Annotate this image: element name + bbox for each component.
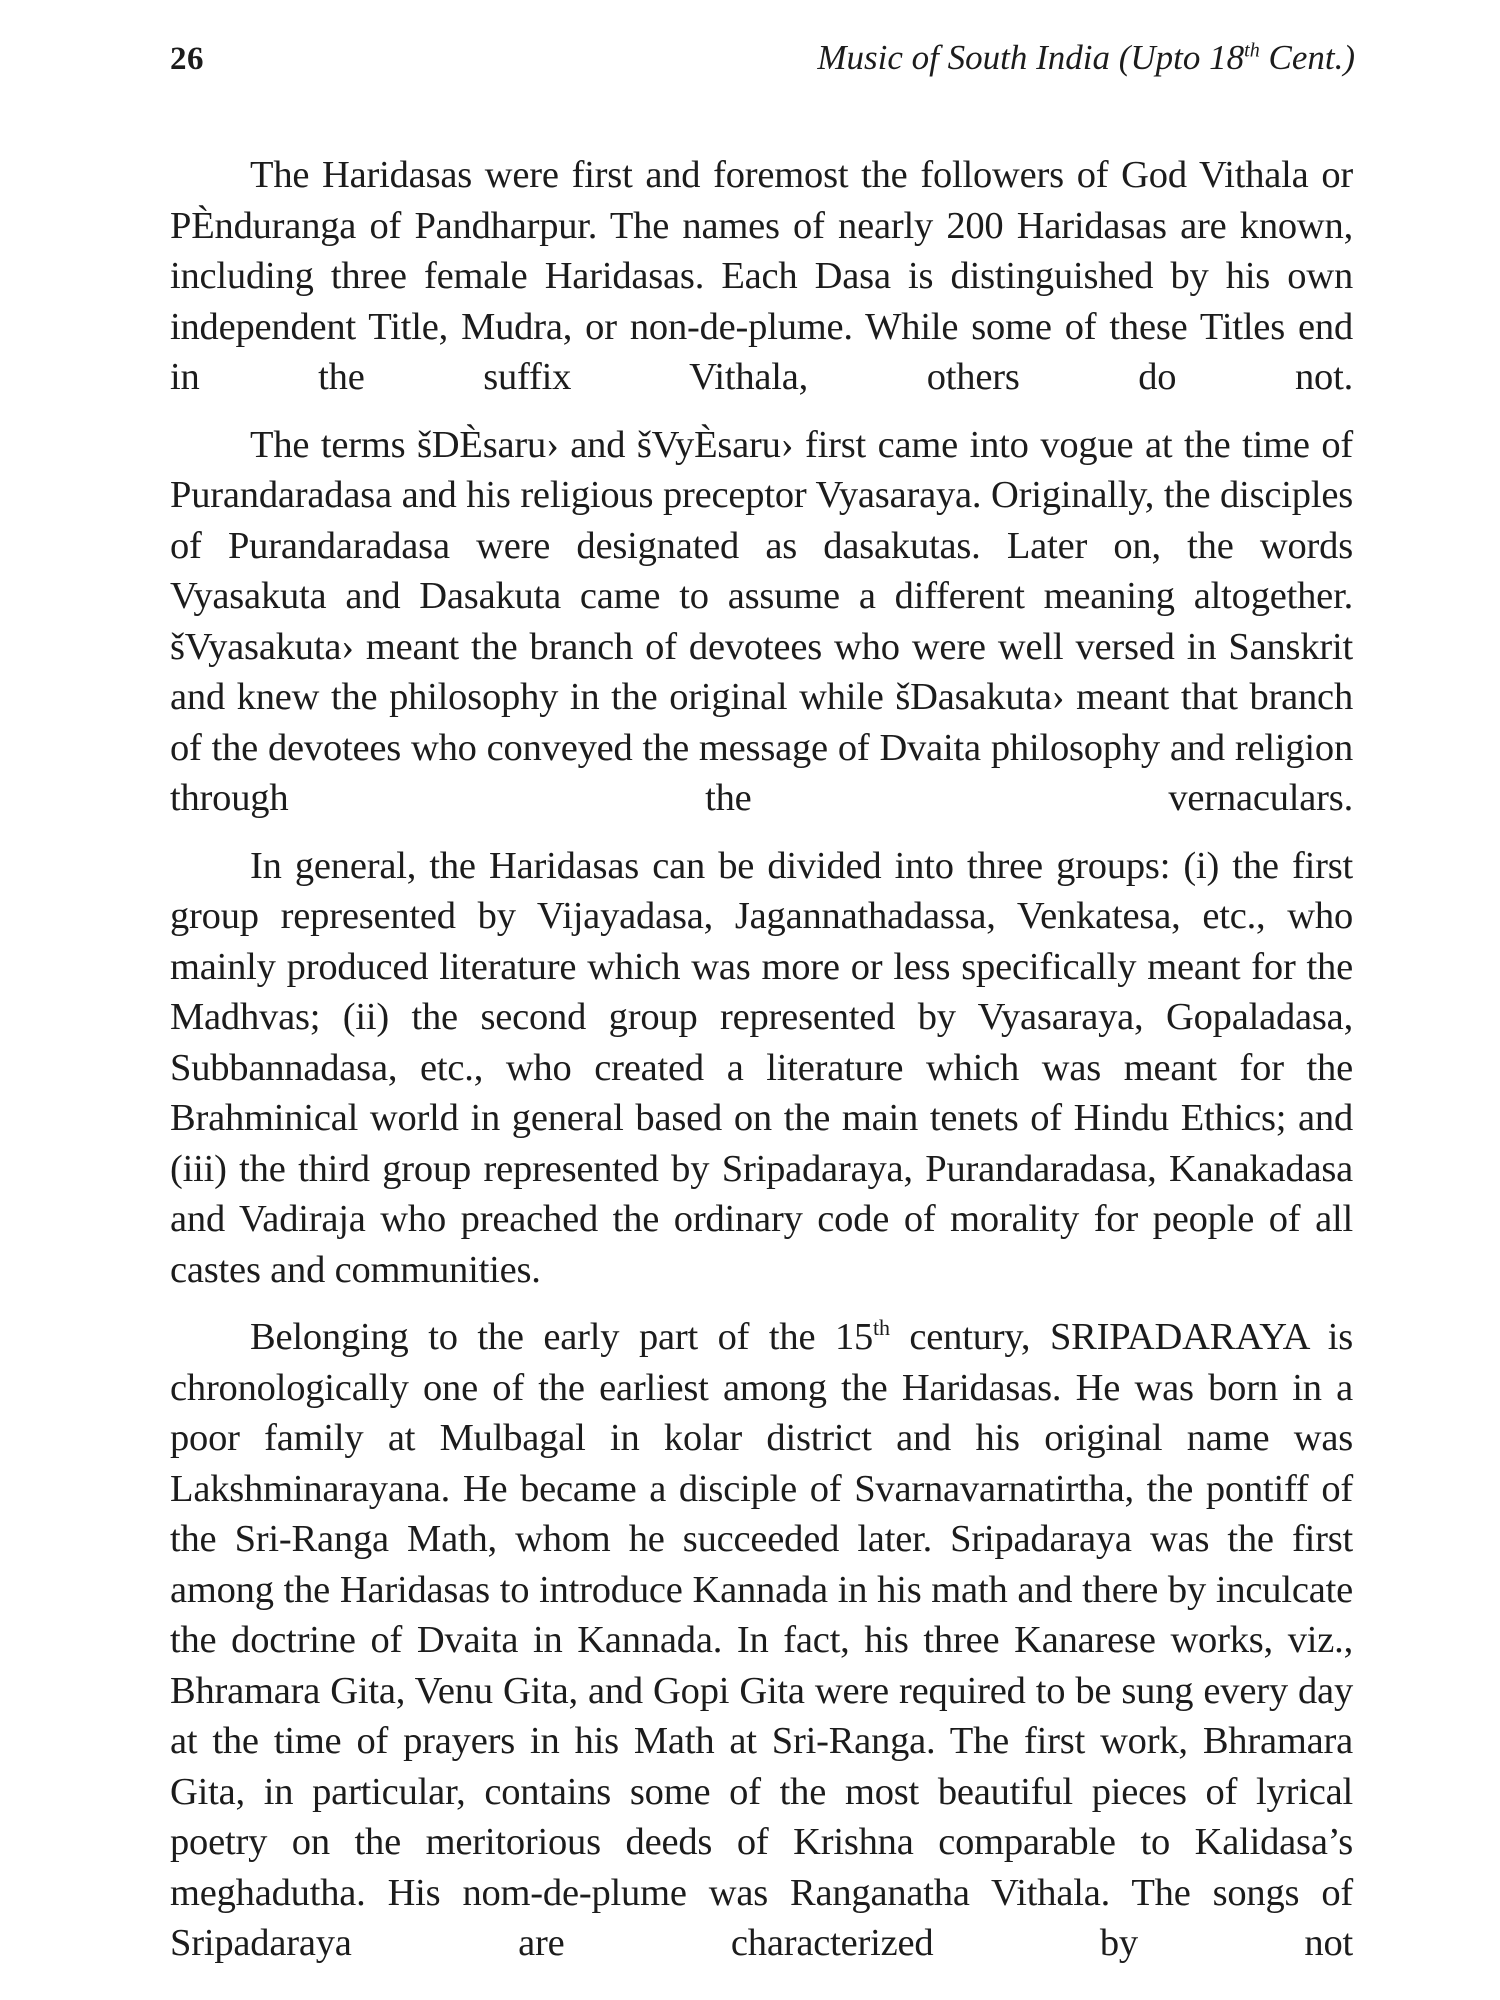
paragraph-three-groups: In general, the Haridasas can be divided into three groups: (i) the first group represented by Vijayadasa, Jagannathadassa, Venkatesa, etc., who mainly produced literature which was more or less specifically meant for the Madhvas; (ii) the second group represented by Vyasaraya, Gopaladasa, Subbannadasa, etc., who created a literature which was meant for the Brahminical world in general based on the main tenets of Hindu Ethics; and (iii) the third group represented by Sripadaraya, Purandaradasa, Kanakadasa and Vadiraja who preached the ordinary code of morality for people of all castes and communities. <box>170 844 1353 1291</box>
paragraph-dasaru-vyasaru-terms: The terms šDÈsaru› and šVyÈsaru› first came into vogue at the time of Purandaradasa and his religious preceptor Vyasaraya. Originally, the disciples of Purandaradasa were designated as dasakutas. Later on, the words Vyasakuta and Dasakuta came to assume a different meaning altogether. šVyasakuta› meant the branch of devotees who were well versed in Sanskrit and knew the philosophy in the original while šDasakuta› meant that branch of the devotees who conveyed the message of Dvaita philosophy and religion through the vernaculars. <box>170 423 1353 819</box>
running-header <box>170 38 1355 98</box>
century-superscript: th <box>873 1315 890 1341</box>
running-title <box>817 38 1355 78</box>
paragraph-sripadaraya <box>170 1312 1353 1969</box>
paragraph-haridasas-followers: The Haridasas were first and foremost the followers of God Vithala or PÈnduranga of Pandharpur. The names of nearly 200 Haridasas are known, including three female Haridasas. Each Dasa is distinguished by his own independent Title, Mudra, or non-de-plume. While some of these Titles end in the suffix Vithala, others do not. <box>170 154 1353 398</box>
running-title-superscript: th <box>1244 39 1260 62</box>
page-number: 26 <box>170 41 204 77</box>
body-text <box>170 150 1353 1986</box>
sripadaraya-text-rest: century, SRIPADARAYA is chronologically one of the earliest among the Haridasas. He was born in a poor family at Mulbagal in kolar district and his original name was Lakshminarayana. He became a disciple of Svarnavarnatirtha, the pontiff of the Sri-Ranga Math, whom he succeeded later. Sripadaraya was the first among the Haridasas to introduce Kannada in his math and there by inculcate the doctrine of Dvaita in Kannada. In fact, his three Kanarese works, viz., Bhramara Gita, Venu Gita, and Gopi Gita were required to be sung every day at the time of prayers in his Math at Sri-Ranga. The first work, Bhramara Gita, in particular, contains some of the most beautiful pieces of lyrical poetry on the meritorious deeds of Krishna comparable to Kalidasa’s meghadutha. His nom-de-plume was Ranganatha Vithala. The songs of Sripadaraya are characterized by not <box>170 1316 1353 1964</box>
sripadaraya-text-start: Belonging to the early part of the 15 <box>250 1316 874 1358</box>
running-title-main: Music of South India (Upto 18 <box>817 38 1245 77</box>
running-title-end: Cent.) <box>1259 38 1355 77</box>
